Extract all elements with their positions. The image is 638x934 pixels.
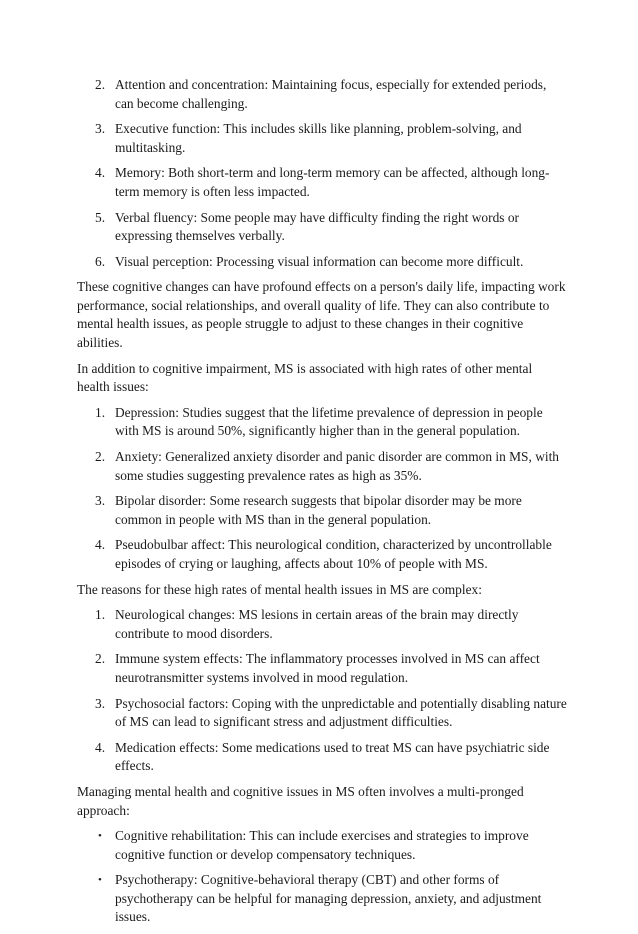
list-item-text: Bipolar disorder: Some research suggests that bipolar disorder may be more common in people with MS than in the general population. xyxy=(115,493,522,527)
list-marker: 1. xyxy=(95,404,106,420)
list-item xyxy=(77,76,567,113)
list-item xyxy=(77,253,567,272)
list-marker: 3. xyxy=(95,695,106,711)
list-item xyxy=(77,164,567,201)
list-item-text: Pseudobulbar affect: This neurological condition, characterized by uncontrollable episodes of crying or laughing, affects about 10% of people with MS. xyxy=(115,537,552,571)
cognitive-domains-list xyxy=(77,76,567,271)
list-item xyxy=(77,536,567,573)
list-item xyxy=(77,871,567,927)
list-marker: 2. xyxy=(95,77,106,92)
list-item xyxy=(77,492,567,529)
list-item-text: Anxiety: Generalized anxiety disorder and panic disorder are common in MS, with some studies suggesting prevalence rates as high as 35%. xyxy=(115,449,559,483)
list-item-text: Memory: Both short-term and long-term memory can be affected, although long-term memory is often less impacted. xyxy=(115,165,550,199)
list-item-text: Psychosocial factors: Coping with the unpredictable and potentially disabling nature of MS can lead to significant stress and adjustment difficulties. xyxy=(115,695,567,730)
list-item xyxy=(77,739,567,776)
management-approaches-list xyxy=(77,827,567,927)
mental-health-issues-list xyxy=(77,404,567,574)
list-marker: 6. xyxy=(95,253,106,269)
list-item-text: Psychotherapy: Cognitive-behavioral therapy (CBT) and other forms of psychotherapy can be helpful for managing depression, anxiety, and adjustment issues. xyxy=(115,872,542,925)
list-item-text: Attention and concentration: Maintaining focus, especially for extended periods, can become challenging. xyxy=(115,77,547,111)
document-page xyxy=(77,76,567,934)
bullet-icon: • xyxy=(98,874,102,887)
list-item-text: Neurological changes: MS lesions in certain areas of the brain may directly contribute to mood disorders. xyxy=(115,607,519,641)
list-item xyxy=(77,448,567,485)
list-item-text: Verbal fluency: Some people may have difficulty finding the right words or expressing themselves verbally. xyxy=(115,209,519,244)
paragraph-mental-health-intro: In addition to cognitive impairment, MS is associated with high rates of other mental health issues: xyxy=(77,360,533,395)
paragraph-management-intro: Managing mental health and cognitive issues in MS often involves a multi-pronged approach: xyxy=(77,784,524,818)
list-item xyxy=(77,209,567,246)
list-item xyxy=(77,650,567,687)
list-marker: 1. xyxy=(95,607,106,623)
list-marker: 3. xyxy=(95,121,106,137)
list-item-text: Executive function: This includes skills like planning, problem-solving, and multitasking. xyxy=(115,121,522,155)
reasons-list xyxy=(77,606,567,776)
list-marker: 3. xyxy=(95,493,106,509)
list-marker: 5. xyxy=(95,209,106,225)
list-item-text: Immune system effects: The inflammatory processes involved in MS can affect neurotransmitter systems involved in mood regulation. xyxy=(115,651,540,685)
list-item xyxy=(77,827,567,864)
list-marker: 2. xyxy=(95,449,106,464)
bullet-icon: • xyxy=(98,830,102,843)
list-item xyxy=(77,606,567,643)
paragraph-reasons-intro: The reasons for these high rates of mental health issues in MS are complex: xyxy=(77,581,482,597)
list-marker: 4. xyxy=(95,165,106,181)
list-item xyxy=(77,695,567,732)
list-item xyxy=(77,404,567,441)
list-item-text: Depression: Studies suggest that the lifetime prevalence of depression in people with MS is around 50%, significantly higher than in the general population. xyxy=(115,404,543,439)
list-item xyxy=(77,120,567,157)
list-item-text: Cognitive rehabilitation: This can include exercises and strategies to improve cognitive function or develop compensatory techniques. xyxy=(115,828,529,862)
list-marker: 2. xyxy=(95,651,106,667)
list-marker: 4. xyxy=(95,739,106,755)
paragraph-cognitive-effects: These cognitive changes can have profound effects on a person's daily life, impacting work performance, social relationships, and overall quality of life. They can also contribute to mental health issues, as people struggle to adjust to these changes in their cognitive abilities. xyxy=(77,279,566,350)
list-marker: 4. xyxy=(95,537,106,553)
list-item-text: Visual perception: Processing visual information can become more difficult. xyxy=(115,253,524,269)
list-item-text: Medication effects: Some medications used to treat MS can have psychiatric side effects. xyxy=(115,739,550,774)
